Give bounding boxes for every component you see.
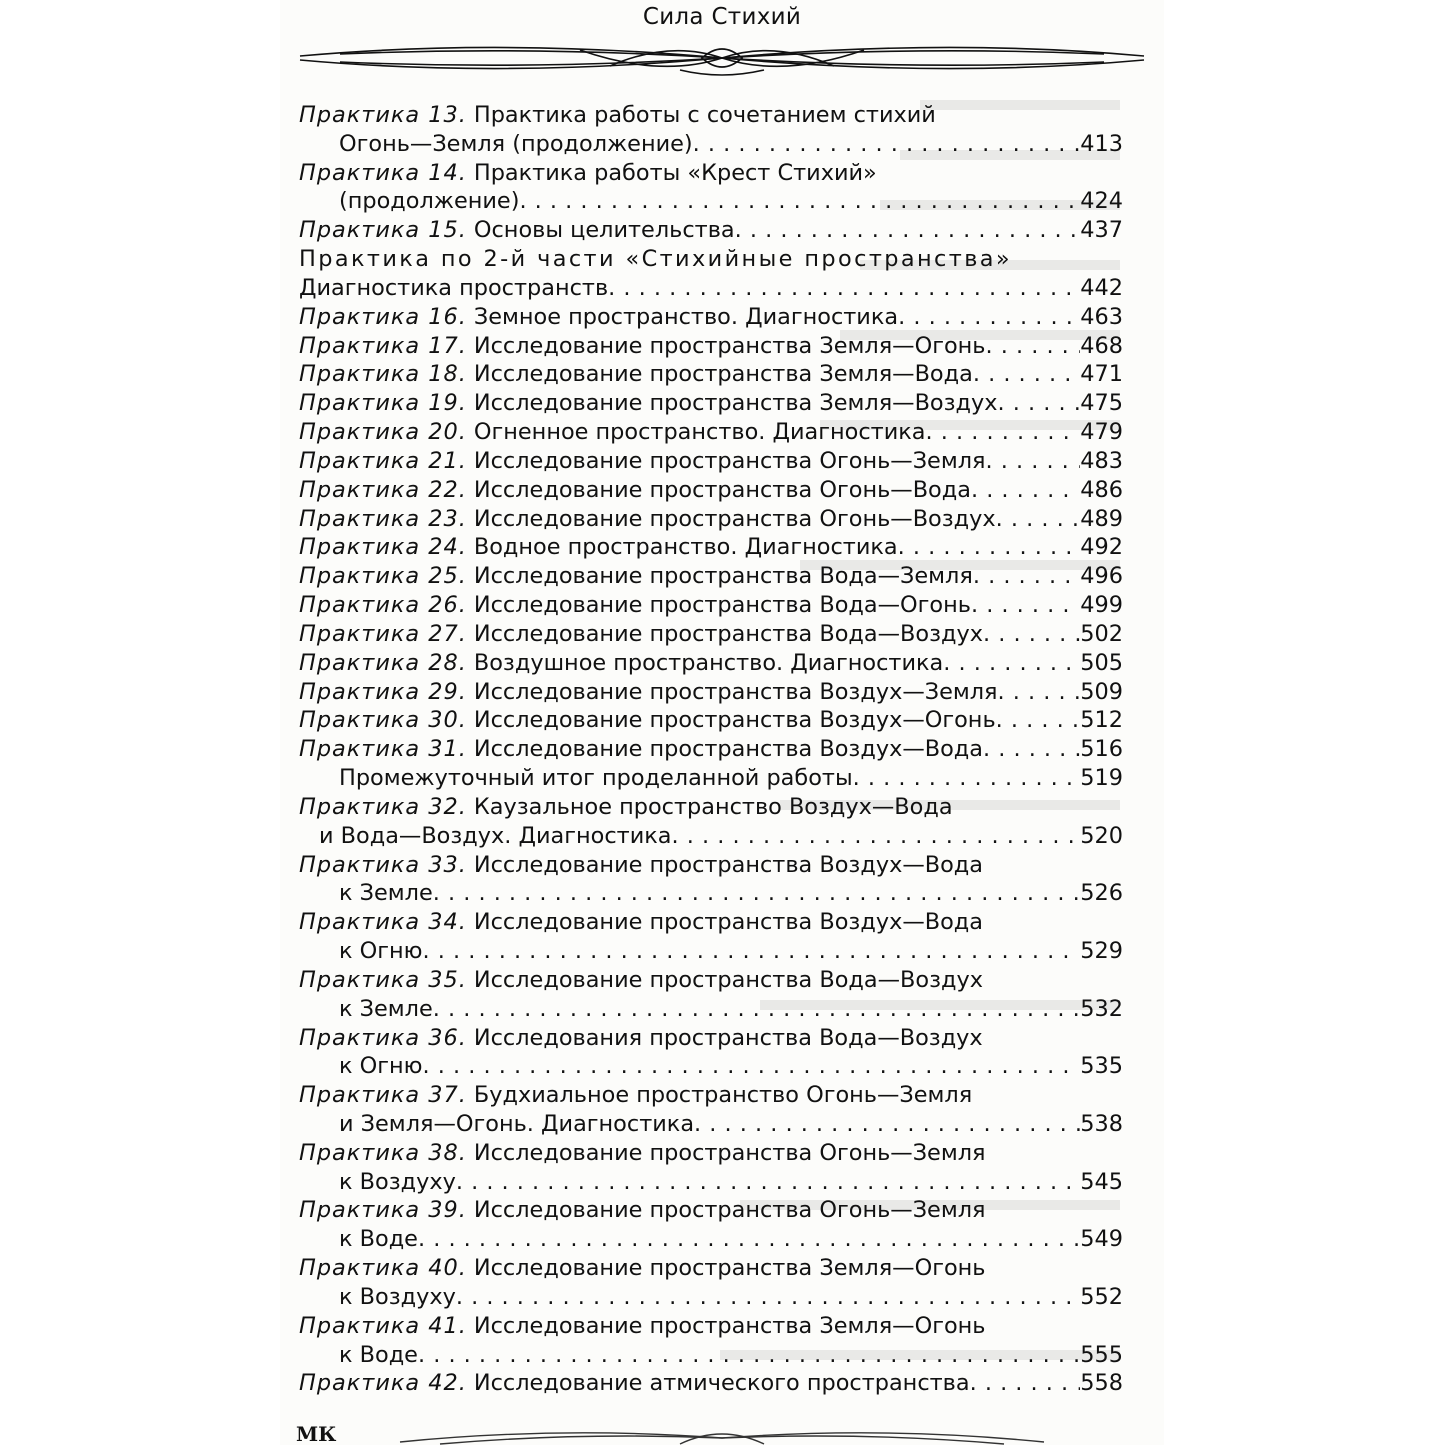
toc-entry-title: Диагностика пространств [299, 274, 609, 301]
toc-entry-title-cont: к Воде [339, 1226, 418, 1253]
toc-entry-continuation [299, 1110, 1123, 1139]
toc-entry [299, 505, 1123, 534]
dot-leader [423, 937, 1081, 966]
toc-entry-title: Исследование пространства Вода—Земля [473, 563, 973, 590]
toc-entry [299, 908, 1123, 937]
toc-page-number: 489 [1080, 505, 1123, 532]
toc-entry-title: Исследование пространства Земля—Огонь [473, 1255, 986, 1282]
dot-leader [998, 678, 1081, 707]
dot-leader [433, 995, 1081, 1024]
toc-entry-title: Каузальное пространство Воздух—Вода [473, 793, 953, 820]
toc-entry [299, 1196, 1123, 1225]
toc-entry-title-cont: и Вода—Воздух. Диагностика [319, 822, 672, 849]
toc-entry-label: Практика 15. [299, 217, 467, 244]
toc-entry-title: Исследование пространства Вода—Огонь [473, 592, 971, 619]
toc-entry-title-cont: к Воздуху [339, 1283, 456, 1310]
toc-entry [299, 1139, 1123, 1168]
toc-entry-title: Исследование пространства Вода—Воздух [473, 620, 983, 647]
toc-entry-continuation [299, 1341, 1123, 1370]
toc-entry-title: Исследование атмического пространства [473, 1370, 970, 1397]
toc-entry-continuation [299, 822, 1123, 851]
toc-entry-continuation [299, 130, 1123, 159]
dot-leader [983, 735, 1080, 764]
toc-entry [299, 303, 1123, 332]
toc-page-number: 492 [1080, 534, 1123, 561]
toc-entry-title: Исследование пространства Огонь—Земля [473, 1139, 986, 1166]
toc-entry [299, 793, 1123, 822]
toc-entry-title: Основы целительства [473, 217, 735, 244]
toc-entry-title: Водное пространство. Диагностика [473, 534, 898, 561]
toc-entry-title: Исследование пространства Вода—Воздух [473, 966, 983, 993]
dot-leader [418, 1341, 1080, 1370]
toc-entry-label: Практика 39. [299, 1197, 467, 1224]
toc-entry-continuation [299, 937, 1123, 966]
toc-entry [299, 562, 1123, 591]
toc-page-number: 463 [1080, 303, 1123, 330]
toc-page-number: 526 [1080, 880, 1123, 907]
toc-entry [299, 706, 1123, 735]
toc-entry-label: Практика 27. [299, 620, 467, 647]
toc-entry-label: Практика 26. [299, 592, 467, 619]
dot-leader [672, 822, 1081, 851]
toc-page-number: 496 [1080, 563, 1123, 590]
toc-entry [299, 1312, 1123, 1341]
toc-entry [299, 764, 1123, 793]
dot-leader [986, 447, 1081, 476]
dot-leader [853, 764, 1081, 793]
dot-leader [519, 187, 1080, 216]
toc-page-number: 442 [1080, 274, 1123, 301]
toc-entry-continuation [299, 995, 1123, 1024]
toc-section-heading [299, 245, 1123, 274]
toc-entry-continuation [299, 1283, 1123, 1312]
toc-entry-label: Практика 21. [299, 447, 467, 474]
toc-entry-label: Практика 30. [299, 707, 467, 734]
toc-entry [299, 418, 1123, 447]
publisher-logo: МК [296, 1422, 337, 1446]
toc-entry-continuation [299, 879, 1123, 908]
dot-leader [926, 418, 1081, 447]
dot-leader [986, 332, 1081, 361]
decorative-ornament-top [280, 34, 1164, 82]
toc-entry-title: Исследование пространства Воздух—Земля [473, 678, 998, 705]
toc-entry-title-cont: к Огню [339, 1053, 423, 1080]
toc-entry-label: Практика 33. [299, 851, 467, 878]
toc-entry [299, 1369, 1123, 1398]
toc-entry-label: Практика 36. [299, 1024, 467, 1051]
toc-entry [299, 591, 1123, 620]
toc-entry-title: Исследование пространства Воздух—Вода [473, 851, 983, 878]
toc-page-number: 538 [1080, 1110, 1123, 1137]
toc-page-number: 509 [1080, 678, 1123, 705]
dot-leader [973, 562, 1080, 591]
dot-leader [943, 649, 1080, 678]
toc-entry-continuation [299, 187, 1123, 216]
toc-entry [299, 274, 1123, 303]
toc-page-number: 499 [1080, 592, 1123, 619]
dot-leader [456, 1168, 1080, 1197]
toc-entry-title: Исследование пространства Земля—Воздух [473, 390, 998, 417]
toc-entry-title: Практика работы «Крест Стихий» [473, 159, 877, 186]
toc-entry-label: Практика 24. [299, 534, 467, 561]
toc-entry-label: Практика 28. [299, 649, 467, 676]
toc-entry [299, 620, 1123, 649]
toc-entry [299, 101, 1123, 130]
toc-entry [299, 735, 1123, 764]
table-of-contents [299, 101, 1123, 1398]
toc-entry-title: Исследование пространства Земля—Огонь [473, 332, 986, 359]
toc-entry-continuation [299, 1052, 1123, 1081]
toc-page-number: 552 [1080, 1283, 1123, 1310]
toc-entry-title-cont: к Огню [339, 938, 423, 965]
toc-entry-title: Исследование пространства Огонь—Земля [473, 1197, 986, 1224]
toc-entry-title: Практика работы с сочетанием стихий [473, 102, 936, 128]
dot-leader [423, 1052, 1081, 1081]
dot-leader [996, 505, 1081, 534]
toc-entry-label: Практика 25. [299, 563, 467, 590]
toc-page-number: 545 [1080, 1168, 1123, 1195]
toc-entry-label: Практика 29. [299, 678, 467, 705]
dot-leader [418, 1225, 1080, 1254]
toc-entry-title-cont: Огонь—Земля (продолжение) [339, 130, 693, 157]
toc-entry [299, 159, 1123, 188]
toc-page-number: 549 [1080, 1226, 1123, 1253]
toc-page-number: 468 [1080, 332, 1123, 359]
toc-page-number: 505 [1080, 649, 1123, 676]
toc-entry-continuation [299, 1168, 1123, 1197]
toc-entry [299, 533, 1123, 562]
toc-entry-label: Практика 23. [299, 505, 467, 532]
toc-entry [299, 1254, 1123, 1283]
toc-entry [299, 216, 1123, 245]
toc-entry-title: Исследование пространства Воздух—Вода [473, 736, 983, 763]
toc-page-number: 424 [1080, 188, 1123, 215]
toc-entry-title-cont: и Земля—Огонь. Диагностика [339, 1110, 695, 1137]
toc-page-number: 486 [1080, 476, 1123, 503]
toc-entry-label: Практика 41. [299, 1312, 467, 1339]
toc-page-number: 413 [1080, 130, 1123, 157]
book-page [280, 0, 1164, 1445]
dot-leader [456, 1283, 1080, 1312]
toc-entry-title: Исследование пространства Земля—Вода [473, 361, 973, 388]
toc-page-number: 516 [1080, 736, 1123, 763]
toc-page-number: 555 [1080, 1341, 1123, 1368]
toc-page-number: 483 [1080, 447, 1123, 474]
toc-entry-title: Исследование пространства Земля—Огонь [473, 1312, 986, 1339]
toc-entry-label: Практика 34. [299, 909, 467, 936]
toc-page-number: 520 [1080, 822, 1123, 849]
toc-entry-title: Исследование пространства Огонь—Воздух [473, 505, 996, 532]
toc-page-number: 512 [1080, 707, 1123, 734]
toc-entry-label: Практика 19. [299, 390, 467, 417]
toc-entry-title: Земное пространство. Диагностика [473, 303, 899, 330]
dot-leader [970, 1369, 1081, 1398]
dot-leader [694, 1110, 1080, 1139]
toc-entry-label: Практика 14. [299, 159, 467, 186]
toc-entry [299, 966, 1123, 995]
toc-entry-title: Огненное пространство. Диагностика [473, 419, 926, 446]
toc-entry [299, 476, 1123, 505]
toc-page-number: 532 [1080, 995, 1123, 1022]
toc-entry [299, 649, 1123, 678]
toc-entry [299, 360, 1123, 389]
dot-leader [998, 389, 1081, 418]
toc-entry-label: Практика 17. [299, 332, 467, 359]
toc-entry-title-cont: (продолжение) [339, 188, 520, 215]
toc-page-number: 502 [1080, 620, 1123, 647]
toc-entry-title-cont: к Земле [339, 995, 433, 1022]
dot-leader [898, 533, 1081, 562]
toc-entry-label: Практика 13. [299, 102, 467, 128]
toc-page-number: 535 [1080, 1053, 1123, 1080]
toc-entry-title-cont: к Воде [339, 1341, 418, 1368]
toc-entry-label: Практика 37. [299, 1082, 467, 1109]
dot-leader [433, 879, 1081, 908]
toc-entry-title-cont: к Воздуху [339, 1168, 456, 1195]
toc-entry-title: Исследование пространства Воздух—Огонь [473, 707, 996, 734]
toc-entry-continuation [299, 1225, 1123, 1254]
toc-entry-title: Исследование пространства Огонь—Вода [473, 476, 971, 503]
toc-entry-label: Практика 20. [299, 419, 467, 446]
toc-page-number: 519 [1080, 765, 1123, 792]
toc-entry [299, 1081, 1123, 1110]
dot-leader [971, 476, 1080, 505]
decorative-ornament-bottom [280, 1422, 1164, 1445]
toc-entry-label: Практика 38. [299, 1139, 467, 1166]
toc-entry [299, 678, 1123, 707]
toc-entry-label: Практика 32. [299, 793, 467, 820]
dot-leader [996, 706, 1081, 735]
dot-leader [898, 303, 1080, 332]
dot-leader [973, 360, 1080, 389]
toc-entry-title-cont: к Земле [339, 880, 433, 907]
toc-entry-title: Исследование пространства Огонь—Земля [473, 447, 986, 474]
toc-entry-title: Будхиальное пространство Огонь—Земля [473, 1082, 973, 1109]
toc-page-number: 471 [1080, 361, 1123, 388]
toc-entry-label: Практика 16. [299, 303, 467, 330]
toc-page-number: 475 [1080, 390, 1123, 417]
toc-entry [299, 389, 1123, 418]
toc-entry-label: Практика 40. [299, 1255, 467, 1282]
page-header-title: Сила Стихий [642, 4, 802, 30]
section-heading-text: Практика по 2-й части «Стихийные пространства» [299, 246, 1013, 273]
toc-entry-title: Промежуточный итог проделанной работы [339, 765, 853, 792]
dot-leader [971, 591, 1080, 620]
dot-leader [608, 274, 1080, 303]
toc-entry [299, 1024, 1123, 1053]
toc-entry [299, 447, 1123, 476]
dot-leader [983, 620, 1080, 649]
toc-page-number: 529 [1080, 938, 1123, 965]
toc-entry-title: Исследование пространства Воздух—Вода [473, 909, 983, 936]
toc-entry-label: Практика 42. [299, 1370, 467, 1397]
toc-entry-label: Практика 31. [299, 736, 467, 763]
dot-leader [693, 130, 1081, 159]
toc-page-number: 437 [1080, 217, 1123, 244]
toc-entry-label: Практика 35. [299, 966, 467, 993]
toc-page-number: 479 [1080, 419, 1123, 446]
toc-entry [299, 332, 1123, 361]
toc-page-number: 558 [1080, 1370, 1123, 1397]
toc-entry [299, 851, 1123, 880]
toc-entry-title: Исследования пространства Вода—Воздух [473, 1024, 983, 1051]
dot-leader [735, 216, 1081, 245]
toc-entry-label: Практика 18. [299, 361, 467, 388]
toc-entry-label: Практика 22. [299, 476, 467, 503]
toc-entry-title: Воздушное пространство. Диагностика [473, 649, 944, 676]
